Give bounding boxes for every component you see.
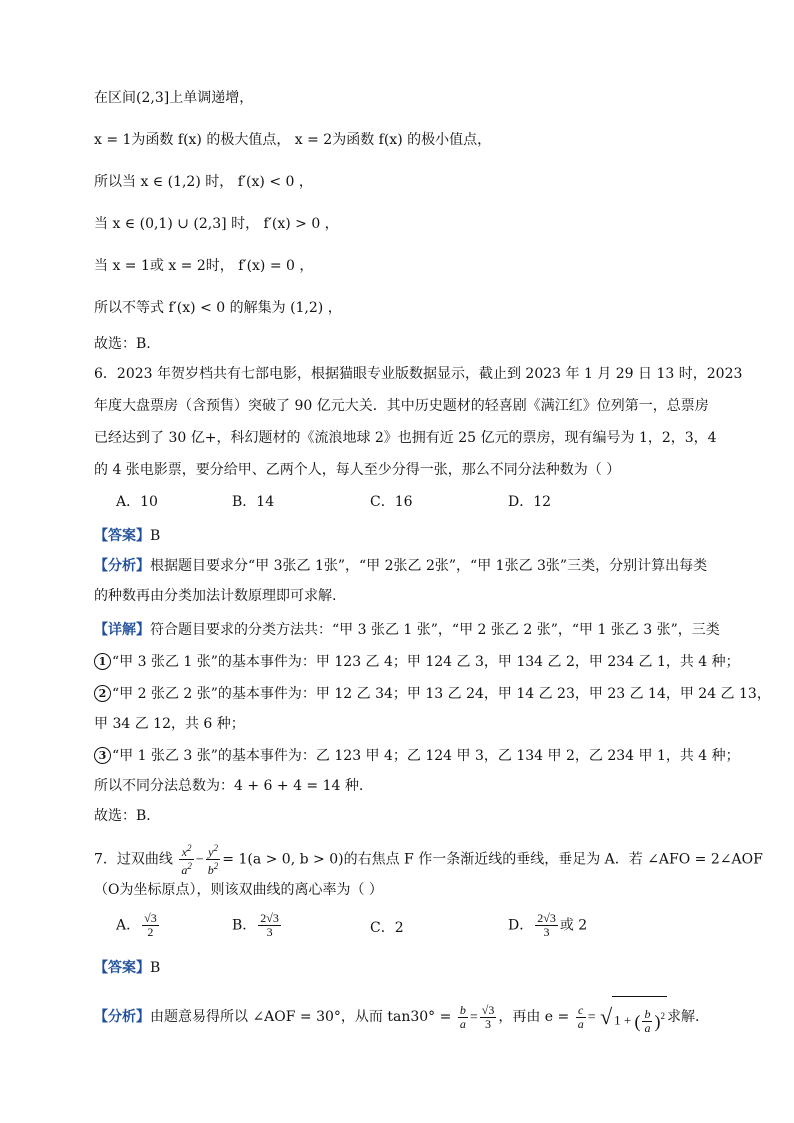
q6-option-c: C．16 [370,494,413,510]
q7-stem-line-2: （O为坐标原点），则该双曲线的离心率为（ ） [94,882,383,898]
q6-total: 所以不同分法总数为：4 + 6 + 4 = 14 种. [94,778,364,794]
q6-stem-line-4: 的 4 张电影票，要分给甲、乙两个人，每人至少分得一张，那么不同分法种数为（ ） [94,462,621,478]
q6-case-2-continued: 甲 34 乙 12，共 6 种； [94,716,245,732]
prev-line-3: 所以当 x ∈ (1,2) 时， f′(x) < 0 ， [94,174,313,190]
prev-line-4: 当 x ∈ (0,1) ∪ (2,3] 时， f′(x) > 0 ， [94,216,339,232]
q6-case-3 [94,746,740,766]
q6-stem-line-2: 年度大盘票房（含预售）突破了 90 亿元大关．其中历史题材的轻喜剧《满江红》位列第一，总票房 [94,398,709,414]
answer-value: B [150,528,161,544]
q7-lead: 7．过双曲线 [94,851,173,868]
q6-option-d: D．12 [508,494,552,510]
option-d-tail: 或 2 [559,917,588,934]
q6-stem-line-3: 已经达到了 30 亿+，科幻题材的《流浪地球 2》也拥有近 25 亿元的票房，现有编号为 1，2，3，4 [94,430,717,446]
option-a-numerator: √3 [144,911,157,925]
fraction-b-over-a: $\frac{b}{a}$ [459,1002,466,1031]
case-3-text: “甲 1 张乙 3 张”的基本事件为：乙 123 甲 4；乙 124 甲 3，乙 134 甲 2，乙 234 甲 1，共 4 种； [112,748,740,764]
hyperbola-equation-tail: = 1(a > 0, b > 0) [222,851,344,868]
prev-line-6: 所以不等式 f′(x) < 0 的解集为 (1,2) ， [94,300,342,316]
q7-analysis: 【分析】由题意易得所以 ∠AOF = 30°，从而 tan30° = $\frac{b}{a}$ = $\frac{√3}{3}$ ，再由 e = $\frac{c}{a}$ = √ 1 + ( $\frac{b}{a}$ )$^2$ 求解. [94,996,699,1038]
q6-stem-line-1: 6．2023 年贺岁档共有七部电影，根据猫眼专业版数据显示，截止到 2023 年 1 月 29 日 13 时，2023 [94,366,743,382]
detail-tag: 【详解】 [94,622,150,638]
circled-number-1: 1 [94,653,111,670]
option-d-denominator: 3 [543,925,550,939]
answer-value: B [150,960,161,976]
q7-stem-rest: 的右焦点 F 作一条渐近线的垂线，垂足为 A．若 ∠AFO = 2∠AOF [343,851,763,868]
q7-option-b [232,912,283,939]
q6-detail-line-1 [94,620,720,640]
prev-conclusion: 故选：B. [94,336,151,352]
option-a-label: A． [116,917,141,934]
answer-tag: 【答案】 [94,960,150,976]
q6-analysis-line-2: 的种数再由分类加法计数原理即可求解. [94,588,337,604]
q6-case-2 [94,684,771,704]
sqrt-expression: √ 1 + ( $\frac{b}{a}$ )$^2$ [600,996,667,1038]
analysis-tag: 【分析】 [94,1009,150,1026]
q6-conclusion: 故选：B． [94,808,161,824]
option-b-denominator: 3 [266,925,273,939]
answer-tag: 【答案】 [94,528,150,544]
prev-line-1: 在区间(2,3]上单调递增， [94,90,254,106]
q6-case-1 [94,652,740,672]
hyperbola-term-x: $\frac{x^2}{a^2}$ [181,843,192,877]
analysis-text-b: ，再由 e = [498,1009,570,1026]
case-1-text: “甲 3 张乙 1 张”的基本事件为：甲 123 乙 4；甲 124 乙 3，甲 134 乙 2，甲 234 乙 1，共 4 种； [112,654,740,670]
q7-option-c: C．2 [370,920,404,936]
hyperbola-term-y: $\frac{y^2}{b^2}$ [207,843,219,877]
detail-text: 符合题目要求的分类方法共：“甲 3 张乙 1 张”，“甲 2 张乙 2 张”，“甲 1 张乙 3 张”，三类 [150,622,720,638]
fraction-sqrt3-over-3: $\frac{√3}{3}$ [481,1002,495,1031]
option-b-label: B． [232,917,257,934]
circled-number-2: 2 [94,685,111,702]
case-2-text: “甲 2 张乙 2 张”的基本事件为：甲 12 乙 34；甲 13 乙 24，甲 14 乙 23，甲 23 乙 14，甲 24 乙 13， [112,686,771,702]
circled-number-3: 3 [94,747,111,764]
analysis-text: 根据题目要求分“甲 3张乙 1张”，“甲 2张乙 2张”，“甲 1张乙 3张”三类，分别计算出每类 [150,558,708,574]
q7-option-a [116,912,161,939]
analysis-tag: 【分析】 [94,558,150,574]
option-d-numerator: 2√3 [537,911,556,925]
q7-answer [94,958,160,978]
q6-option-b: B．14 [232,494,275,510]
analysis-text-a: 由题意易得所以 ∠AOF = 30°，从而 tan30° = [150,1009,452,1026]
option-d-label: D． [508,917,534,934]
q7-stem-line-1: 7．过双曲线 $\frac{x^2}{a^2}$ − $\frac{y^2}{b^2}$ = 1(a > 0, b > 0)的右焦点 F 作一条渐近线的垂线，垂足为 A．若 ∠AFO = 2∠AOF [94,843,763,877]
option-a-denominator: 2 [147,925,154,939]
option-b-numerator: 2√3 [260,911,279,925]
prev-line-5: 当 x = 1或 x = 2时， f′(x) = 0 ， [94,258,314,274]
q6-option-a: A．10 [116,494,158,510]
analysis-text-c: 求解. [666,1009,700,1026]
q6-analysis-line-1 [94,556,707,576]
q7-option-d [508,912,587,939]
prev-line-2: x = 1为函数 f(x) 的极大值点， x = 2为函数 f(x) 的极小值点， [94,132,492,148]
q6-answer [94,526,160,546]
fraction-c-over-a: $\frac{c}{a}$ [577,1002,584,1031]
